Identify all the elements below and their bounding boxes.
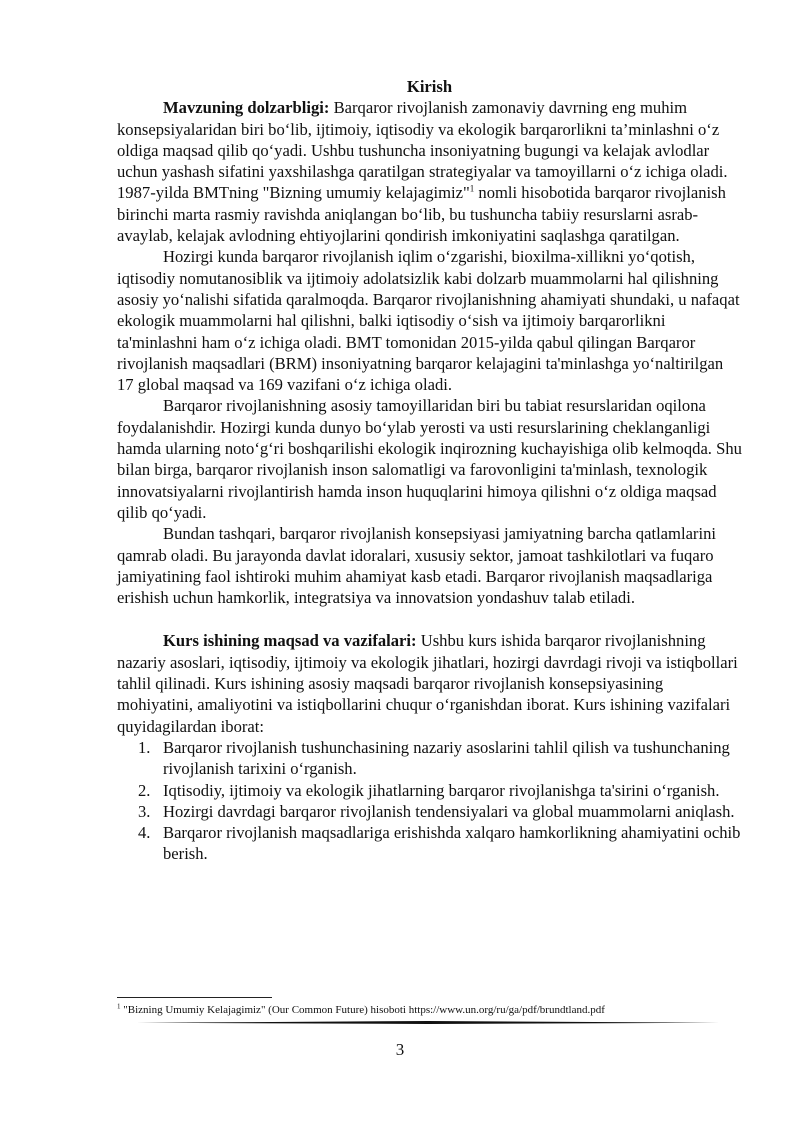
relevance-text-a: Barqaror rivojlanish zamonaviy davrning eng muhim konsepsiyalaridan biri bo‘lib, ijtimoiy, iqtisodiy va ekologik barqarorlikni ta’minlashni o‘z oldiga maqsad qilib qo‘yadi. Ushbu tushuncha insoniyatning bugungi va kelajak avlodlar uchun yashash sifatini yaxshilashga qaratilgan strategiyalar va tamoyillarni o‘z ichiga oladi. 1987-yilda BMTning "Bizning umumiy kelajagimiz" [117,98,728,203]
page-number: 3 [395,1040,405,1059]
goals-heading: Kurs ishining maqsad va vazifalari: [163,631,417,651]
relevance-text-b: nomli hisobotida barqaror rivojlanish birinchi marta rasmiy ravishda aniqlangan bo‘lib, bu tushuncha tabiiy resurslarni asrab-avaylab, kelajak avlodning ehtiyojlarini qondirish imkoniyatini saqlashga qaratilgan. [117,183,726,246]
footnote [117,1003,757,1017]
paragraph-current-state: Hozirgi kunda barqaror rivojlanish iqlim o‘zgarishi, bioxilma-xillikni yo‘qotish, iqtisodiy nomutanosiblik va ijtimoiy adolatsizlik kabi dolzarb muammolarni hal qilishning asosiy yo‘nalishi sifatida qaralmoqda. Barqaror rivojlanishning ahamiyati shundaki, u nafaqat ekologik muammolarni hal qilishni, balki iqtisodiy o‘sish va ijtimoiy barqarorlikni ta'minlashni ham o‘z ichiga oladi. BMT tomonidan 2015-yilda qabul qilingan Barqaror rivojlanish maqsadlari (BRM) insoniyatning barqaror kelajagini ta'minlashga yo‘naltirilgan 17 global maqsad va 169 vazifani o‘z ichiga oladi. [117,247,740,395]
list-item [138,822,742,865]
list-text: Iqtisodiy, ijtimoiy va ekologik jihatlarning barqaror rivojlanishga ta'sirini o‘rganish. [163,780,720,800]
task-list [117,737,742,865]
list-item [138,737,742,780]
list-text: Hozirgi davrdagi barqaror rivojlanish tendensiyalari va global muammolarni aniqlash. [163,801,735,821]
document-body [117,76,742,865]
list-number: 2. [138,780,151,800]
footnote-marker: 1 [117,1002,121,1011]
paragraph-principles: Barqaror rivojlanishning asosiy tamoyillaridan biri bu tabiat resurslaridan oqilona foydalanishdir. Hozirgi kunda dunyo bo‘ylab yerosti va usti resurslarining cheklanganligi hamda ularning noto‘g‘ri boshqarilishi ekologik inqirozning kuchayishiga olib kelmoqda. Shu bilan birga, barqaror rivojlanish inson salomatligi va farovonligini ta'minlash, texnologik innovatsiyalarni rivojlantirish hamda inson huquqlarini himoya qilishni o‘z oldiga maqsad qilib qo‘yadi. [117,396,742,522]
list-number: 4. [138,823,151,843]
list-item [138,780,742,801]
goals-text: Ushbu kurs ishida barqaror rivojlanishning nazariy asoslari, iqtisodiy, ijtimoiy va ekologik jihatlari, hozirgi davrdagi rivoji va istiqbollari tahlil qilinadi. Kurs ishining asosiy maqsadi barqaror rivojlanish konsepsiyasining mohiyatini, amaliyotini va istiqbollarini chuqur o‘rganishdan iborat. Kurs ishining vazifalari quyidagilardan iborat: [117,631,738,736]
list-item [138,801,742,822]
list-text: Barqaror rivojlanish tushunchasining nazariy asoslarini tahlil qilish va tushunchaning rivojlanish tarixini o‘rganish. [163,737,730,779]
paragraph-relevance [117,97,742,246]
paragraph-goals [117,630,742,736]
paragraph-gap [117,608,742,630]
list-number: 3. [138,801,151,821]
list-text: Barqaror rivojlanish maqsadlariga erishishda xalqaro hamkorlikning ahamiyatini ochib berish. [163,823,741,864]
page-title: Kirish [406,77,453,96]
footnote-separator [117,997,272,998]
footnote-text[interactable]: "Bizning Umumiy Kelajagimiz" (Our Common Future) hisoboti https://www.un.org/ru/ga/pdf/brundtland.pdf [120,1004,605,1016]
decorative-divider [137,1021,719,1024]
list-number: 1. [138,737,151,757]
paragraph-society: Bundan tashqari, barqaror rivojlanish konsepsiyasi jamiyatning barcha qatlamlarini qamrab oladi. Bu jarayonda davlat idoralari, xususiy sektor, jamoat tashkilotlari va fuqaro jamiyatining faol ishtiroki muhim ahamiyat kasb etadi. Barqaror rivojlanish maqsadlariga erishish uchun hamkorlik, integratsiya va innovatsion yondashuv talab etiladi. [117,524,716,608]
footnote-ref[interactable]: 1 [469,183,475,194]
relevance-heading: Mavzuning dolzarbligi: [163,98,330,118]
